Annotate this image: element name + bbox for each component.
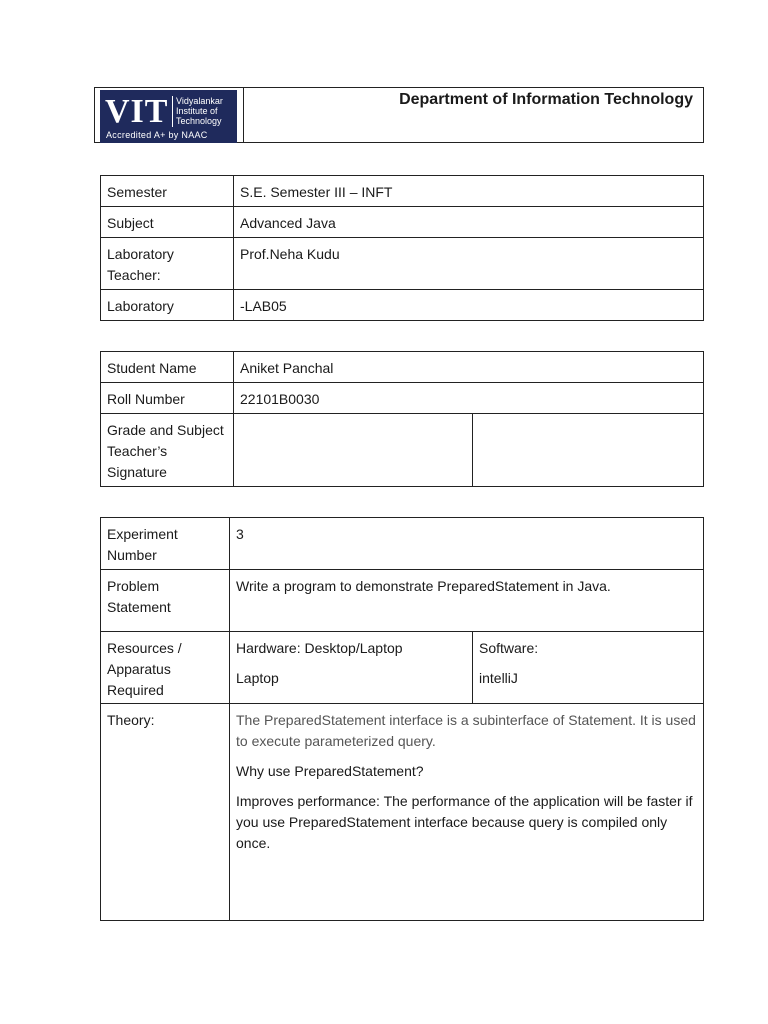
logo-divider xyxy=(172,96,173,127)
subject-label: Subject xyxy=(107,215,154,231)
label-cell xyxy=(101,176,234,207)
logo-name-line: Technology xyxy=(176,116,222,126)
table-row xyxy=(101,383,704,414)
grade-value xyxy=(234,414,472,420)
course-table xyxy=(100,175,704,321)
problem-statement-label: Problem Statement xyxy=(107,578,171,615)
value-cell xyxy=(234,290,704,321)
logo-name-line: Vidyalankar xyxy=(176,96,223,106)
hardware-value: Laptop xyxy=(236,670,279,686)
signature-value xyxy=(473,414,703,420)
lab-teacher-value: Prof.Neha Kudu xyxy=(240,246,340,262)
software-cell xyxy=(473,632,704,704)
label-cell xyxy=(101,352,234,383)
theory-paragraph: The PreparedStatement interface is a subinterface of Statement. It is used to execute parameterized query. xyxy=(236,712,696,749)
table-row xyxy=(101,704,704,921)
semester-label: Semester xyxy=(107,184,167,200)
label-cell xyxy=(101,518,230,570)
student-table xyxy=(100,351,704,487)
logo-accreditation: Accredited A+ by NAAC xyxy=(106,130,208,140)
table-row xyxy=(101,238,704,290)
theory-cell xyxy=(230,704,704,921)
software-heading: Software: xyxy=(479,640,539,656)
logo-cell xyxy=(95,88,244,142)
hardware-cell xyxy=(230,632,473,704)
experiment-number-label: Experiment Number xyxy=(107,526,178,563)
table-row xyxy=(101,414,704,487)
theory-content xyxy=(230,704,703,854)
label-cell xyxy=(101,383,234,414)
experiment-number-value: 3 xyxy=(236,526,244,542)
resources-label: Resources / Apparatus Required xyxy=(107,640,182,698)
experiment-table xyxy=(100,517,704,921)
value-cell xyxy=(234,207,704,238)
value-cell xyxy=(230,570,704,632)
department-title: Department of Information Technology xyxy=(399,91,693,108)
subject-value: Advanced Java xyxy=(240,215,336,231)
label-cell xyxy=(101,704,230,921)
table-row xyxy=(101,176,704,207)
table-row xyxy=(101,290,704,321)
theory-paragraph: Improves performance: The performance of the application will be faster if you use PreparedStatement interface because query is compiled only once. xyxy=(236,793,693,851)
label-cell xyxy=(101,632,230,704)
table-row xyxy=(101,518,704,570)
logo-name xyxy=(176,96,223,126)
label-cell xyxy=(101,570,230,632)
theory-paragraph: Why use PreparedStatement? xyxy=(236,763,424,779)
laboratory-label: Laboratory xyxy=(107,298,174,314)
student-name-value: Aniket Panchal xyxy=(240,360,334,376)
label-cell xyxy=(101,290,234,321)
laboratory-value: -LAB05 xyxy=(240,298,287,314)
value-cell xyxy=(234,176,704,207)
roll-number-value: 22101B0030 xyxy=(240,391,320,407)
label-cell xyxy=(101,207,234,238)
table-row xyxy=(101,632,704,704)
value-cell xyxy=(234,352,704,383)
table-row xyxy=(101,570,704,632)
hardware-heading: Hardware: Desktop/Laptop xyxy=(236,640,403,656)
value-cell xyxy=(230,518,704,570)
table-row xyxy=(101,352,704,383)
label-cell xyxy=(101,238,234,290)
theory-label: Theory: xyxy=(107,712,155,728)
header-box xyxy=(94,87,704,143)
label-cell xyxy=(101,414,234,487)
roll-number-label: Roll Number xyxy=(107,391,185,407)
semester-value: S.E. Semester III – INFT xyxy=(240,184,393,200)
logo-abbr: VIT xyxy=(105,93,169,130)
table-row xyxy=(101,207,704,238)
institute-logo xyxy=(100,90,237,143)
problem-statement-value: Write a program to demonstrate PreparedStatement in Java. xyxy=(236,578,611,594)
logo-name-line: Institute of xyxy=(176,106,218,116)
software-value: intelliJ xyxy=(479,670,518,686)
value-cell xyxy=(234,238,704,290)
lab-teacher-label: Laboratory Teacher: xyxy=(107,246,174,283)
value-cell xyxy=(234,383,704,414)
signature-cell xyxy=(473,414,704,487)
grade-cell xyxy=(234,414,473,487)
grade-signature-label: Grade and Subject Teacher’s Signature xyxy=(107,422,224,480)
student-name-label: Student Name xyxy=(107,360,197,376)
